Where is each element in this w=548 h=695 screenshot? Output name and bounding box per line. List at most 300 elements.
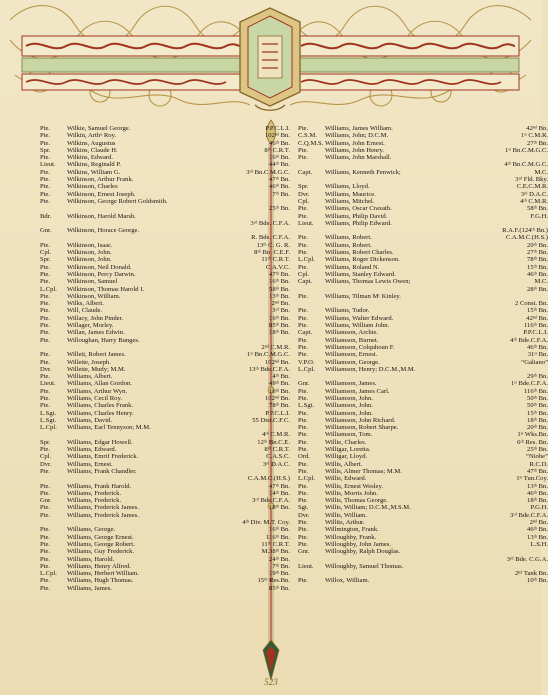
entry-rank: L.Cpl. xyxy=(298,475,315,483)
entry-name: Williams, Charles Henry. xyxy=(67,409,134,417)
roll-entry xyxy=(298,534,548,541)
entry-unit xyxy=(486,563,548,570)
entry-rank: Pte. xyxy=(40,168,51,176)
roll-entry xyxy=(40,497,290,504)
entry-unit: 47ᵗʰ Bn. xyxy=(527,467,548,475)
entry-unit: 16ᵗʰ Bn. xyxy=(269,526,290,534)
entry-name: Williams, Charles Frank. xyxy=(67,402,134,410)
roll-entry xyxy=(298,278,548,285)
entry-unit: 29ᵗʰ Bn. xyxy=(527,373,548,381)
entry-name: Willis, William. xyxy=(325,511,368,519)
entry-name: Willoughby, Frank. xyxy=(325,533,377,541)
entry-name: Wilkie, Samuel George. xyxy=(67,125,131,132)
entry-unit: 18ᵗʰ Bn. xyxy=(269,329,290,337)
roll-entry xyxy=(40,585,290,592)
entry-name: Williams, George Robert. xyxy=(67,540,135,548)
entry-rank: Pte. xyxy=(298,154,309,162)
entry-unit: 78ᵗʰ Bn. xyxy=(527,256,548,264)
entry-rank xyxy=(40,344,67,351)
roll-entry xyxy=(298,337,548,344)
entry-rank: Lieut. xyxy=(40,161,56,169)
entry-name: Williams, Edgar Howell. xyxy=(67,438,133,446)
entry-rank xyxy=(298,300,325,307)
entry-unit: 1ˢᵗ Tun.Coy. xyxy=(516,475,548,483)
entry-name: Wilkins, William G. xyxy=(67,168,121,176)
entry-unit xyxy=(486,366,548,373)
roll-entry xyxy=(298,271,548,278)
roll-entry xyxy=(40,322,290,329)
entry-unit: C.A.V.C. xyxy=(265,263,290,271)
roll-entry xyxy=(40,344,290,351)
entry-rank: Pte. xyxy=(298,307,309,315)
entry-name: Willis, Almer Thomas; M.M. xyxy=(325,467,402,475)
entry-rank: Bdr. xyxy=(40,212,52,220)
entry-name: Williams, Harold. xyxy=(67,555,115,563)
entry-name: Williams, Edward. xyxy=(67,446,117,454)
roll-entry xyxy=(40,249,290,256)
entry-name: Willan, James Edwin. xyxy=(67,329,125,337)
entry-rank: Pte. xyxy=(40,307,51,315)
entry-unit xyxy=(486,293,548,300)
entry-name: Willigar, Loretta. xyxy=(325,446,371,454)
roll-entry xyxy=(40,563,290,570)
entry-rank: Pte. xyxy=(40,394,51,402)
entry-name: Williams, Roland N. xyxy=(325,263,380,271)
roll-entry xyxy=(40,439,290,446)
entry-unit: 16ᵗʰ Bn. xyxy=(269,154,290,162)
entry-name: Williams, George Ernest. xyxy=(67,533,134,541)
roll-entry xyxy=(298,446,548,453)
roll-entry xyxy=(40,475,290,482)
roll-entry xyxy=(298,483,548,490)
entry-unit: 15ᵗʰ Bn. xyxy=(527,307,548,315)
roll-entry xyxy=(40,402,290,409)
roll-entry xyxy=(298,132,548,139)
roll-entry xyxy=(40,140,290,147)
entry-unit: 15ᵗʰ Bn. xyxy=(527,263,548,271)
roll-entry xyxy=(298,402,548,409)
entry-unit: 102ⁿᵈ Bn. xyxy=(264,358,290,366)
entry-unit: M.38ᵗʰ Bn. xyxy=(261,548,290,556)
entry-rank: L.Cpl. xyxy=(298,256,315,264)
entry-rank: Pte. xyxy=(298,497,309,505)
entry-name xyxy=(67,519,228,526)
entry-unit: 8ᵗʰ C.R.T. xyxy=(264,146,290,154)
entry-rank: Pte. xyxy=(40,511,51,519)
entry-name: Williams, John Marshall. xyxy=(325,154,392,162)
entry-unit: 13ᵗʰ Bn. xyxy=(527,533,548,541)
entry-rank: L.Cpl. xyxy=(298,365,315,373)
entry-rank: Lieut. xyxy=(40,380,56,388)
entry-unit xyxy=(228,512,290,519)
entry-rank: Pte. xyxy=(40,329,51,337)
entry-unit: R.C.D. xyxy=(529,460,548,468)
entry-name: Williams, James William. xyxy=(325,125,393,132)
roll-entry xyxy=(40,351,290,358)
entry-name: Williams, Earl Tennyson; M.M. xyxy=(67,424,151,432)
entry-rank: Capt. xyxy=(298,329,313,337)
roll-entry xyxy=(298,351,548,358)
entry-name: Williamson, Colquhoun F. xyxy=(325,343,395,351)
entry-rank: Pte. xyxy=(40,190,51,198)
entry-unit: 24ᵗʰ Bn. xyxy=(269,555,290,563)
entry-rank: Cpl. xyxy=(40,453,52,461)
entry-unit: 13ᵗʰ Bde.C.F.A. xyxy=(248,365,290,373)
entry-name: Williamson, Tom. xyxy=(325,431,373,439)
roll-entry xyxy=(298,176,548,183)
entry-unit: 3ʳᵈ Bn.C.M.G.C. xyxy=(246,168,290,176)
roll-entry xyxy=(298,541,548,548)
entry-name: Willits, Arthur. xyxy=(325,519,365,527)
entry-unit: 2 Const. Bn. xyxy=(515,300,548,308)
entry-rank: Pte. xyxy=(298,540,309,548)
entry-name xyxy=(67,475,228,482)
roll-entry xyxy=(40,213,290,220)
entry-rank: Gnr. xyxy=(298,548,310,556)
roll-entry xyxy=(40,169,290,176)
roll-entry xyxy=(298,577,548,584)
entry-rank: Pte. xyxy=(298,438,309,446)
entry-unit: 11ᵗʰ C.R.T. xyxy=(261,256,290,264)
roll-entry xyxy=(298,220,548,227)
entry-name: Williams, James. xyxy=(67,584,112,592)
entry-name: Wilkins, Edward. xyxy=(67,154,114,162)
entry-unit: M.C. xyxy=(534,168,548,176)
roll-entry xyxy=(40,161,290,168)
entry-name: Williams, Frederick. xyxy=(67,497,122,505)
entry-unit: “Niobe” xyxy=(526,453,548,461)
entry-name: Williamson, John. xyxy=(325,402,373,410)
entry-rank: L.Sgt. xyxy=(40,409,57,417)
entry-unit: 58ᵗʰ Bn. xyxy=(527,205,548,213)
entry-unit: 14ᵗʰ Bn. xyxy=(269,489,290,497)
entry-rank xyxy=(298,556,325,563)
roll-entry xyxy=(298,548,548,555)
entry-name: Williams, Albert. xyxy=(67,373,113,381)
roll-entry xyxy=(40,198,290,205)
entry-unit: 1ˢᵗ Bde.C.F.A. xyxy=(510,380,548,388)
entry-name: Williams, George. xyxy=(67,526,116,534)
roll-entry xyxy=(40,373,290,380)
roll-entry xyxy=(298,307,548,314)
entry-name xyxy=(67,220,228,227)
entry-name: Williams, Frederick. xyxy=(67,489,122,497)
entry-unit: P.P.C.L.I. xyxy=(265,409,290,417)
roll-entry xyxy=(40,205,290,212)
entry-name xyxy=(67,234,228,241)
entry-unit: 7ᵗʰ Bn. xyxy=(272,562,290,570)
entry-rank xyxy=(298,570,325,577)
entry-rank: Cpl. xyxy=(298,197,310,205)
roll-entry xyxy=(40,329,290,336)
entry-rank: Pte. xyxy=(40,482,51,490)
roll-entry xyxy=(298,417,548,424)
entry-unit: 1ˢᵗ Bn.C.M.G.C. xyxy=(505,146,548,154)
entry-unit xyxy=(486,220,548,227)
entry-rank: Pte. xyxy=(298,489,309,497)
roll-entry xyxy=(40,286,290,293)
entry-rank: Pte. xyxy=(298,431,309,439)
entry-rank: Pte. xyxy=(298,394,309,402)
entry-name: Williams, Tilman Mᶜ Kinley. xyxy=(325,292,401,300)
roll-entry xyxy=(40,315,290,322)
entry-unit xyxy=(228,424,290,431)
roll-entry xyxy=(298,264,548,271)
roll-entry xyxy=(40,366,290,373)
entry-rank: Pte. xyxy=(40,467,51,475)
entry-unit: 46ᵗʰ Bn. xyxy=(269,139,290,147)
entry-rank: Pte. xyxy=(40,154,51,162)
entry-name: Willager, Morley. xyxy=(67,322,114,330)
roll-entry xyxy=(298,468,548,475)
roll-entry xyxy=(298,191,548,198)
entry-name: Williams, Frederick James. xyxy=(67,511,139,519)
entry-name: Wilkinson, Percy Darwin. xyxy=(67,270,136,278)
entry-rank: Ord. xyxy=(298,453,310,461)
entry-rank xyxy=(40,205,67,212)
entry-name: Williams, Thomas Lewis Owen; xyxy=(325,278,411,286)
entry-name: Williams, Kenneth Fenwick; xyxy=(325,168,401,176)
roll-entry xyxy=(298,504,548,511)
entry-rank: Pte. xyxy=(298,322,309,330)
left-column-entries xyxy=(40,125,290,592)
roll-entry xyxy=(40,534,290,541)
roll-entry xyxy=(298,519,548,526)
entry-unit: 4ᵗʰ Bn.C.M.G.C. xyxy=(504,161,548,169)
roll-entry xyxy=(298,512,548,519)
roll-entry xyxy=(40,388,290,395)
entry-unit: 3ʳᵈ D.A.C. xyxy=(262,460,290,468)
entry-rank: Pte. xyxy=(40,176,51,184)
entry-rank xyxy=(298,373,325,380)
entry-unit: 47ᵗʰ Bn. xyxy=(269,270,290,278)
entry-name: Williamson, James. xyxy=(325,380,377,388)
entry-rank: Capt. xyxy=(298,278,313,286)
roll-entry xyxy=(40,395,290,402)
roll-entry xyxy=(40,431,290,438)
roll-entry xyxy=(298,183,548,190)
entry-name: Williams, Tudor. xyxy=(325,307,370,315)
entry-name: Willacy, John Pinder. xyxy=(67,314,124,322)
entry-unit: 46ᵗʰ Bn. xyxy=(527,270,548,278)
entry-name: Williams, Emrif Frederick. xyxy=(67,453,139,461)
roll-entry xyxy=(40,417,290,424)
entry-unit: 13ᵗʰ Bn. xyxy=(269,292,290,300)
entry-unit: 42ⁿᵈ Bn. xyxy=(526,314,548,322)
entry-unit xyxy=(228,198,290,205)
entry-unit: R. Bde. C.F.A. xyxy=(251,234,290,242)
entry-rank: Dvr. xyxy=(40,460,52,468)
entry-name: Williamson, James Carl. xyxy=(325,387,390,395)
roll-entry xyxy=(298,570,548,577)
entry-rank: Pte. xyxy=(298,249,309,257)
entry-rank: Pte. xyxy=(40,263,51,271)
entry-rank: Pte. xyxy=(40,322,51,330)
entry-rank: C.S.M. xyxy=(298,132,317,140)
roll-entry xyxy=(40,183,290,190)
entry-name: Willoughby, John James. xyxy=(325,540,391,548)
entry-unit: 116ᵗʰ Bn. xyxy=(523,387,548,395)
entry-unit: 25ᵗʰ Bn. xyxy=(269,205,290,213)
entry-rank: Pte. xyxy=(298,205,309,213)
entry-name: Willis, Thomas George. xyxy=(325,497,388,505)
roll-entry xyxy=(40,424,290,431)
entry-unit xyxy=(228,468,290,475)
entry-name: Williams, Arthur Wyn. xyxy=(67,387,128,395)
roll-entry xyxy=(298,431,548,438)
entry-unit: 15ᵗʰ Res.Bn. xyxy=(257,577,290,585)
roll-entry xyxy=(298,249,548,256)
roll-entry xyxy=(298,380,548,387)
roll-entry xyxy=(298,169,548,176)
roll-entry xyxy=(298,395,548,402)
entry-unit: 46ᵗʰ Bn. xyxy=(269,183,290,191)
entry-name: Willie, Charles. xyxy=(325,438,367,446)
entry-name: Williams, Frank Chandler. xyxy=(67,467,137,475)
entry-rank: Pte. xyxy=(40,197,51,205)
entry-name: Wilkinson, Ernest Joseph. xyxy=(67,190,136,198)
entry-rank: Pte. xyxy=(298,526,309,534)
entry-name: Willigar, Lloyd. xyxy=(325,453,368,461)
page-number: 523 xyxy=(264,677,278,687)
entry-name: Wilkinson, Thomas Harold I. xyxy=(67,285,145,293)
roll-entry xyxy=(40,468,290,475)
entry-unit: 3ʳᵈ Bde. C.G.A. xyxy=(506,555,548,563)
roll-entry xyxy=(298,315,548,322)
entry-unit: 2ⁿᵈ Tank Bn. xyxy=(514,570,548,578)
roll-entry xyxy=(40,337,290,344)
entry-rank: Pte. xyxy=(298,292,309,300)
entry-unit: 20ᵗʰ Bn. xyxy=(527,241,548,249)
entry-rank: Pte. xyxy=(40,292,51,300)
entry-unit xyxy=(228,227,290,234)
entry-unit: L.S.H. xyxy=(530,540,548,548)
roll-entry xyxy=(40,154,290,161)
entry-rank: Pte. xyxy=(298,482,309,490)
entry-name: Wilkinson, Samuel xyxy=(67,278,118,286)
roll-entry xyxy=(298,329,548,336)
roll-entry xyxy=(40,570,290,577)
entry-name: Williams, Robert. xyxy=(325,241,372,249)
entry-unit: 20ᵗʰ Bn. xyxy=(527,424,548,432)
entry-name: Wilkinson, Neil Donald. xyxy=(67,263,132,271)
roll-entry xyxy=(40,278,290,285)
entry-unit: C.A.S.C. xyxy=(266,453,290,461)
entry-name xyxy=(325,227,486,234)
entry-rank: Lieut. xyxy=(298,219,314,227)
entry-unit: 2ⁿᵈ Bn. xyxy=(271,300,290,308)
entry-name: Willoughby, Samuel Thomas. xyxy=(325,562,404,570)
entry-unit: 25ᵗʰ Bn. xyxy=(527,446,548,454)
entry-name: Williams, Walter Edward. xyxy=(325,314,394,322)
entry-rank: Spr. xyxy=(40,256,51,264)
roll-entry xyxy=(298,461,548,468)
entry-unit: 4ᵗʰ C.M.R. xyxy=(262,431,290,439)
entry-rank: Pte. xyxy=(298,460,309,468)
entry-rank: Pte. xyxy=(40,132,51,140)
entry-unit: 4ᵗʰ Bn. xyxy=(272,373,290,381)
entry-unit: 78ᵗʰ Bn. xyxy=(269,402,290,410)
entry-rank: Pte. xyxy=(40,555,51,563)
entry-unit: 16ᵗʰ Bn. xyxy=(269,278,290,286)
entry-unit: 47ᵗʰ Bn. xyxy=(269,176,290,184)
entry-name: Williams, Frank Harold. xyxy=(67,482,132,490)
entry-name: Wilkins, Augustus xyxy=(67,139,116,147)
entry-rank xyxy=(40,220,67,227)
entry-unit: 10ᵗʰ Bn. xyxy=(527,577,548,585)
entry-unit: 16ᵗʰ Bn. xyxy=(269,387,290,395)
entry-unit: 1ˢᵗ Bn.C.M.G.C. xyxy=(247,351,290,359)
entry-name xyxy=(325,373,486,380)
entry-rank xyxy=(298,161,325,168)
entry-unit: 58ᵗʰ Bn. xyxy=(269,285,290,293)
entry-unit: 15ᵗʰ Bn. xyxy=(527,409,548,417)
entry-unit: 55 Dist.C.F.C. xyxy=(252,416,290,424)
roll-entry xyxy=(298,410,548,417)
entry-name: Wilkinson, Isaac. xyxy=(67,241,113,249)
roll-entry xyxy=(40,380,290,387)
entry-name: Williams, Roger Dickenson. xyxy=(325,256,400,264)
roll-entry xyxy=(40,483,290,490)
entry-rank: Spr. xyxy=(298,183,309,191)
entry-rank: Pte. xyxy=(40,402,51,410)
entry-rank: Pte. xyxy=(40,489,51,497)
entry-rank: L.Sgt. xyxy=(40,416,57,424)
entry-name: Williamson, John. xyxy=(325,409,373,417)
entry-unit: 46ᵗʰ Bn. xyxy=(527,489,548,497)
entry-name xyxy=(67,344,228,351)
entry-rank: Pte. xyxy=(40,351,51,359)
entry-name: Willmington, Frank. xyxy=(325,526,379,534)
entry-unit: 27ᵗʰ Bn. xyxy=(527,249,548,257)
roll-entry xyxy=(40,504,290,511)
roll-entry xyxy=(298,526,548,533)
entry-unit: 102ⁿᵈ Bn. xyxy=(264,132,290,140)
roll-entry xyxy=(298,563,548,570)
entry-unit: 49ᵗʰ Bn. xyxy=(269,380,290,388)
roll-entry xyxy=(298,490,548,497)
entry-unit: 18ᵗʰ Bn. xyxy=(527,416,548,424)
roll-entry xyxy=(298,198,548,205)
ornamental-header-banner xyxy=(0,0,541,120)
entry-unit: 85ᵗʰ Bn. xyxy=(269,584,290,592)
entry-rank: Pte. xyxy=(40,300,51,308)
roll-entry xyxy=(40,176,290,183)
entry-name: Williamson, George. xyxy=(325,358,380,366)
entry-name: Williamson, Henry; D.C.M.,M.M. xyxy=(325,365,416,373)
entry-name: Williams, Lloyd. xyxy=(325,183,370,191)
entry-rank: Pte. xyxy=(298,314,309,322)
entry-unit: C.A.M.C.(H.S.) xyxy=(247,475,290,483)
entry-name: Willis, Morris John. xyxy=(325,489,378,497)
entry-name: Willis, Albert. xyxy=(325,460,363,468)
entry-unit: 50ᵗʰ Bn. xyxy=(527,402,548,410)
entry-unit: 11ᵗʰ C.R.T. xyxy=(261,540,290,548)
entry-rank: Pte. xyxy=(298,263,309,271)
entry-rank: Pte. xyxy=(298,387,309,395)
entry-name: Williams, Herbert William. xyxy=(67,570,139,578)
entry-rank: Pte. xyxy=(40,139,51,147)
roll-entry xyxy=(40,541,290,548)
entry-unit: 27ᵗʰ Bn. xyxy=(527,139,548,147)
entry-rank xyxy=(298,286,325,293)
entry-rank: Pte. xyxy=(40,540,51,548)
roll-entry xyxy=(40,453,290,460)
entry-unit: 3ʳᵈ Bde.C.F.A. xyxy=(510,511,548,519)
entry-rank: Pte. xyxy=(40,278,51,286)
entry-rank xyxy=(298,176,325,183)
entry-rank: Pte. xyxy=(40,241,51,249)
